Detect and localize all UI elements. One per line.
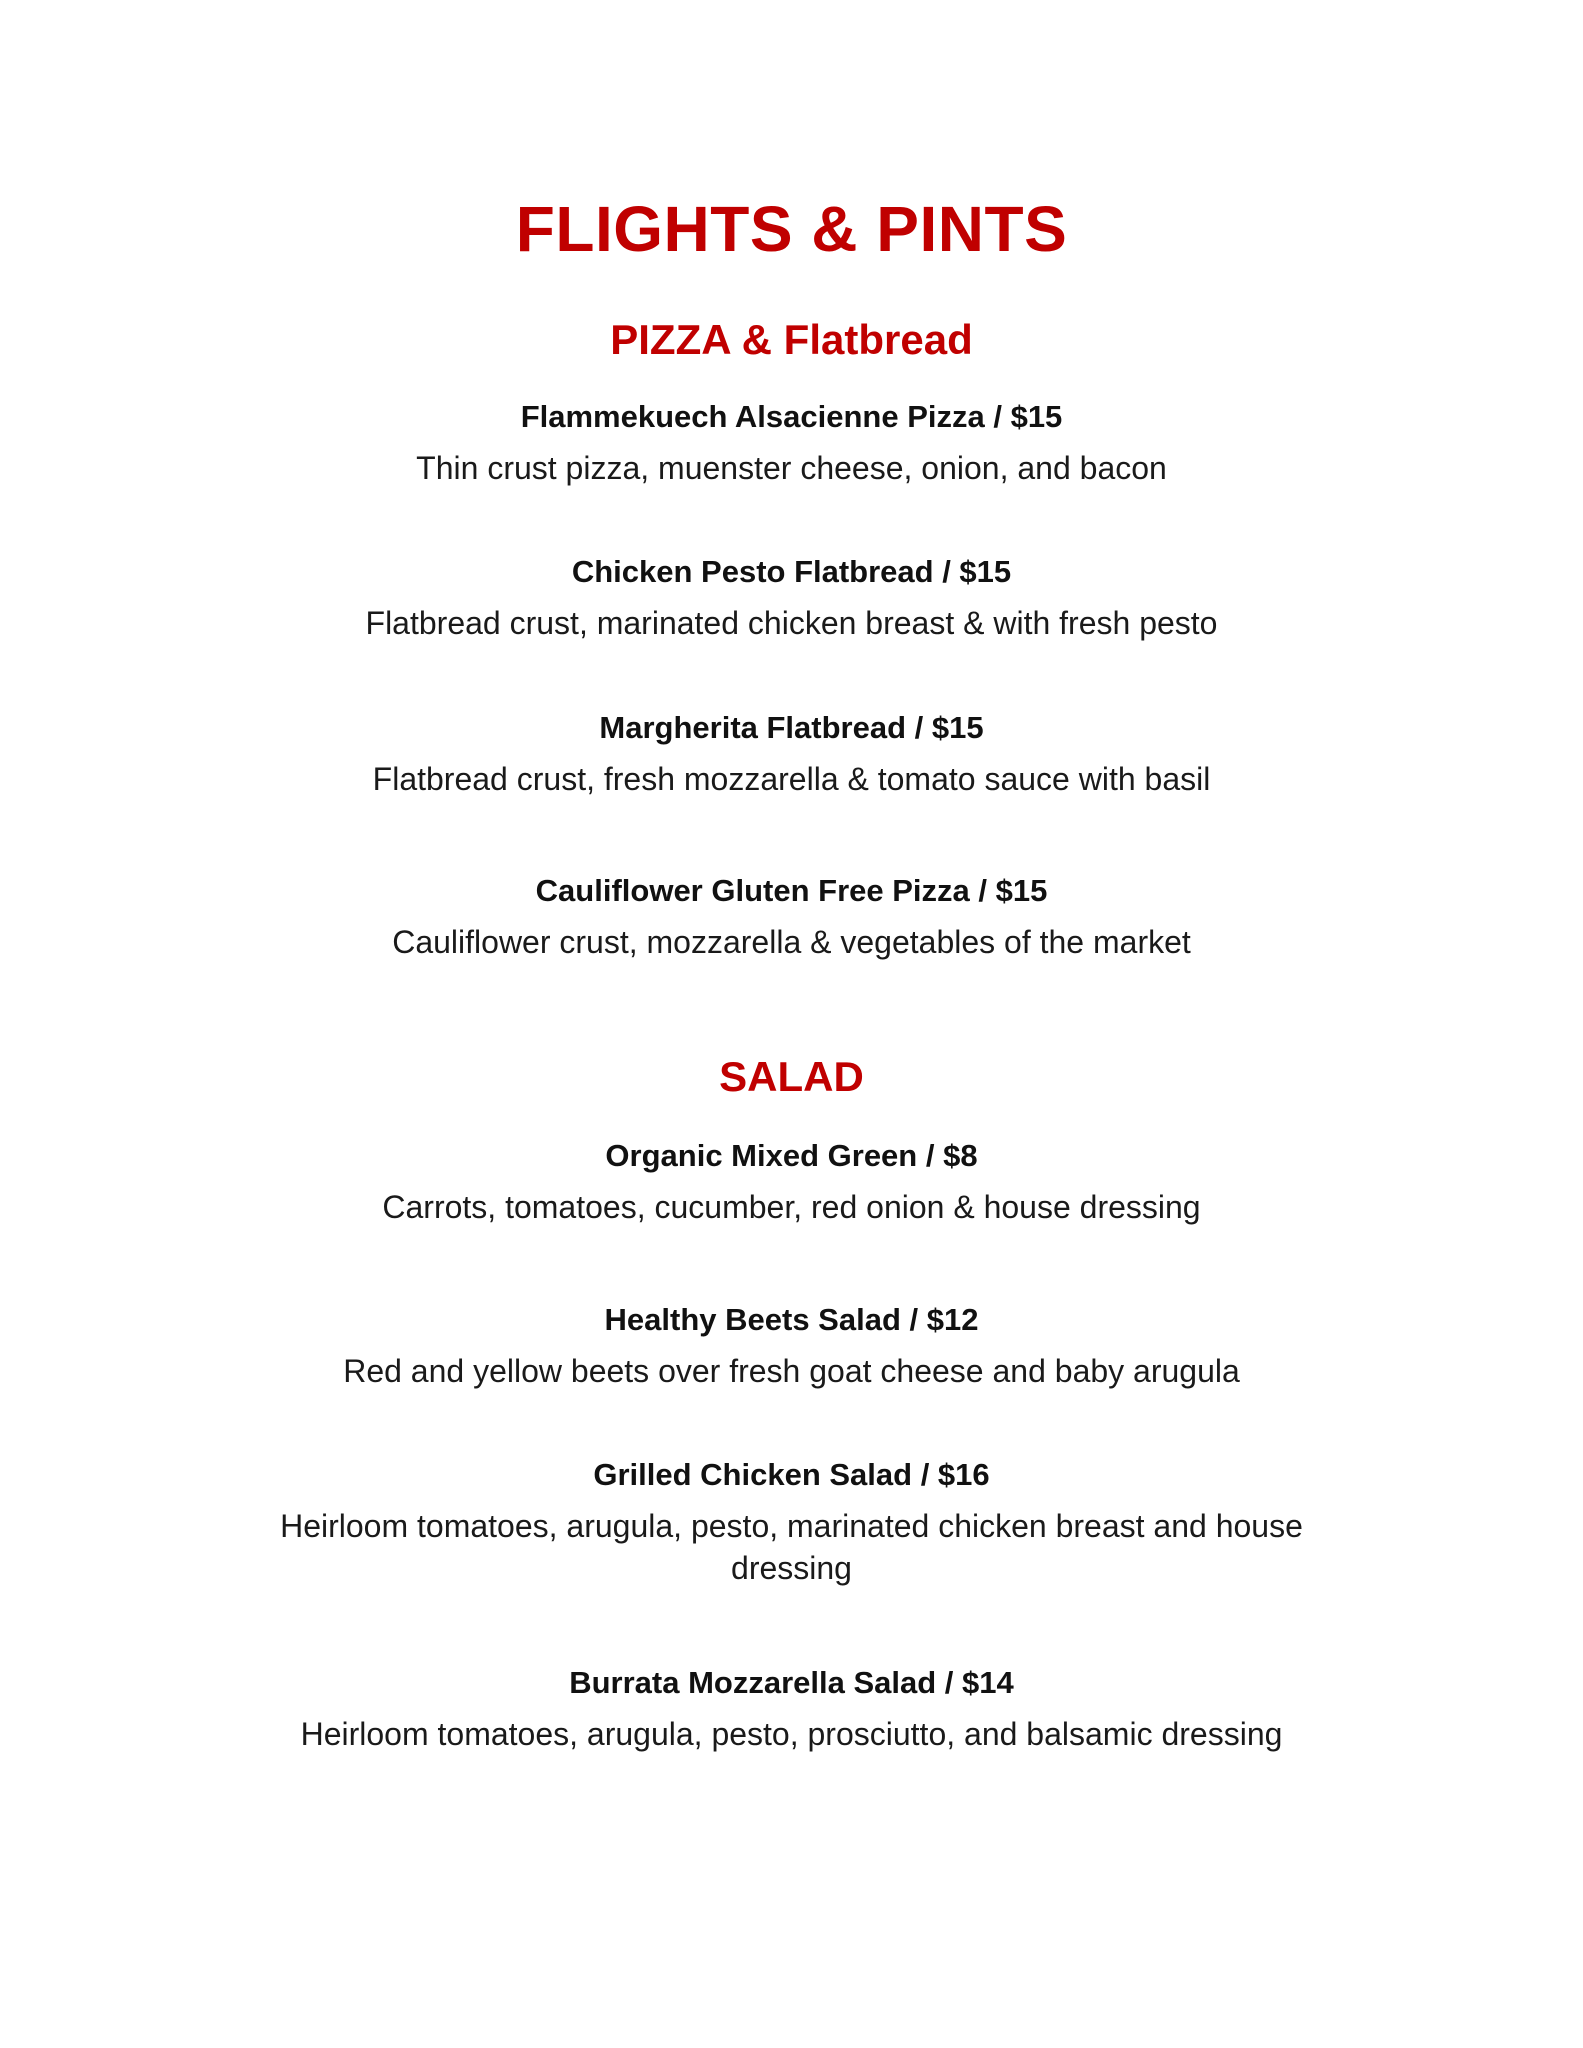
menu-item-name: Grilled Chicken Salad / $16 — [593, 1457, 990, 1492]
menu-item-description: Heirloom tomatoes, arugula, pesto, prosciutto, and balsamic dressing — [300, 1716, 1283, 1752]
menu-item-description: Carrots, tomatoes, cucumber, red onion & house dressing — [382, 1189, 1201, 1225]
menu-item-description: Cauliflower crust, mozzarella & vegetables of the market — [392, 924, 1191, 960]
menu-item-name: Burrata Mozzarella Salad / $14 — [569, 1665, 1014, 1700]
menu-item-name: Organic Mixed Green / $8 — [605, 1138, 978, 1173]
menu-item-description: Flatbread crust, fresh mozzarella & tomato sauce with basil — [372, 761, 1211, 797]
menu-item-description-continued: dressing — [731, 1550, 852, 1586]
menu-item-name: Healthy Beets Salad / $12 — [604, 1302, 979, 1337]
menu-item-description: Heirloom tomatoes, arugula, pesto, marinated chicken breast and house — [280, 1508, 1303, 1544]
menu-title: FLIGHTS & PINTS — [515, 193, 1068, 265]
section-heading-pizza: PIZZA & Flatbread — [610, 316, 973, 363]
menu-item-name: Flammekuech Alsacienne Pizza / $15 — [520, 399, 1063, 434]
menu-item-name: Cauliflower Gluten Free Pizza / $15 — [535, 873, 1048, 908]
menu-item-name: Margherita Flatbread / $15 — [599, 710, 984, 745]
menu-item-description: Thin crust pizza, muenster cheese, onion, and bacon — [416, 450, 1167, 486]
section-heading-salad: SALAD — [719, 1053, 864, 1100]
menu-item-name: Chicken Pesto Flatbread / $15 — [571, 554, 1012, 589]
menu-item-description: Red and yellow beets over fresh goat cheese and baby arugula — [343, 1353, 1240, 1389]
menu-item-description: Flatbread crust, marinated chicken breast & with fresh pesto — [365, 605, 1218, 641]
